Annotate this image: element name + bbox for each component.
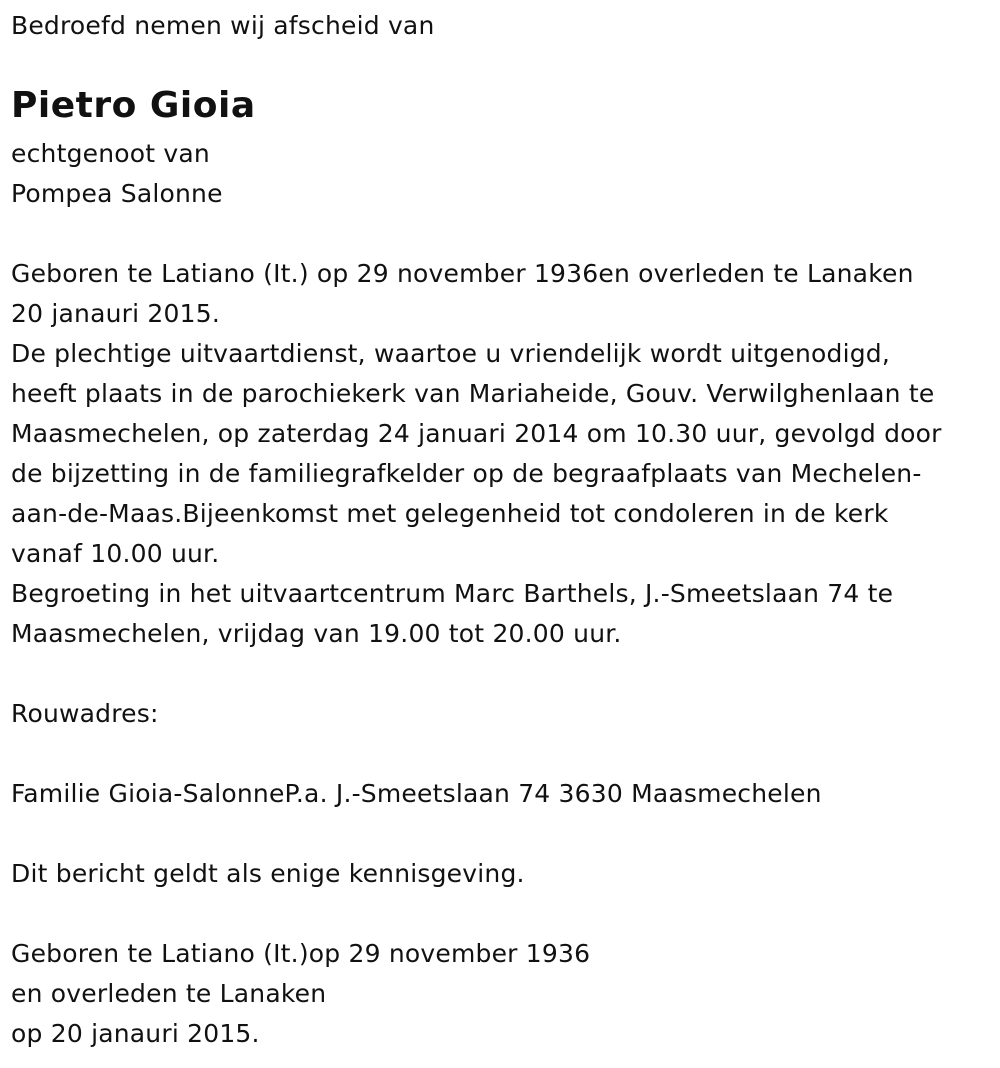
main-text-line: 20 janauri 2015. [11, 299, 220, 328]
closing-line: op 20 janauri 2015. [11, 1019, 260, 1048]
spouse-relation: echtgenoot van [11, 139, 210, 168]
main-text-line: Begroeting in het uitvaartcentrum Marc Barthels, J.-Smeetslaan 74 te [11, 579, 894, 608]
main-text-line: Maasmechelen, op zaterdag 24 januari 2014 om 10.30 uur, gevolgd door [11, 419, 942, 448]
closing-line: en overleden te Lanaken [11, 979, 327, 1008]
closing-block [11, 934, 590, 1054]
main-text-line: Maasmechelen, vrijdag van 19.00 tot 20.00 uur. [11, 619, 622, 648]
main-text-line: aan-de-Maas.Bijeenkomst met gelegenheid tot condoleren in de kerk [11, 499, 889, 528]
main-text-line: de bijzetting in de familiegrafkelder op de begraafplaats van Mechelen- [11, 459, 922, 488]
rouwadres-address-block [11, 774, 822, 814]
deceased-name: Pietro Gioia [11, 85, 256, 126]
rouwadres-label: Rouwadres: [11, 699, 159, 728]
notice-block [11, 854, 525, 894]
spouse-name: Pompea Salonne [11, 179, 223, 208]
rouwadres-address: Familie Gioia-SalonneP.a. J.-Smeetslaan 74 3630 Maasmechelen [11, 779, 822, 808]
rouwadres-label-block [11, 694, 159, 734]
main-text-block [11, 254, 942, 654]
notice-text: Dit bericht geldt als enige kennisgeving. [11, 859, 525, 888]
spouse-block [11, 134, 223, 214]
intro-text: Bedroefd nemen wij afscheid van [11, 11, 435, 40]
closing-line: Geboren te Latiano (It.)op 29 november 1936 [11, 939, 591, 968]
main-text-line: vanaf 10.00 uur. [11, 539, 220, 568]
main-text-line: heeft plaats in de parochiekerk van Mariaheide, Gouv. Verwilghenlaan te [11, 379, 935, 408]
main-text-line: Geboren te Latiano (It.) op 29 november 1936en overleden te Lanaken [11, 259, 914, 288]
main-text-line: De plechtige uitvaartdienst, waartoe u vriendelijk wordt uitgenodigd, [11, 339, 890, 368]
